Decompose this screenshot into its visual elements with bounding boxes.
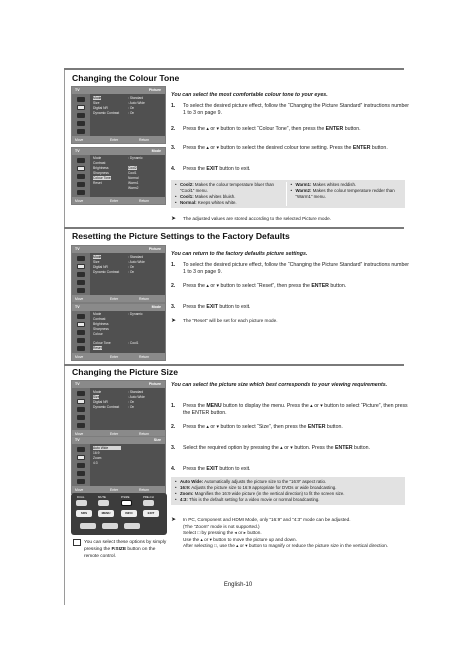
remote-label: P.SIZE bbox=[121, 495, 130, 499]
move-hint: Move bbox=[75, 137, 84, 142]
step-1: 1. To select the desired picture effect, follow the “Changing the Picture Standard” instructions number 1 to 3 on page 9. bbox=[171, 103, 409, 117]
menu-value: : Dynamic bbox=[128, 156, 143, 160]
channel-icon bbox=[77, 280, 85, 285]
menu-footer bbox=[72, 197, 165, 204]
step-2: 2. Press the ▴ or ▾ button to select “Size”, then press the ENTER button. bbox=[171, 424, 343, 430]
move-hint: Move bbox=[75, 198, 84, 203]
section-intro: You can select the picture size which best corresponds to your viewing requirements. bbox=[171, 382, 388, 388]
option-item: • Zoom: Magnifies the 16:9 wide picture (in the vertical direction) to fit the screen size. bbox=[175, 491, 401, 497]
menu-footer bbox=[72, 295, 165, 302]
menu-icon-bar bbox=[72, 253, 90, 295]
menu-item: Colour bbox=[93, 332, 103, 336]
note-icon bbox=[73, 539, 81, 546]
picture-icon bbox=[77, 264, 85, 269]
menu-item: 16:9 bbox=[93, 451, 100, 455]
picture-menu-screen bbox=[71, 380, 166, 438]
menu-item: Mode bbox=[93, 255, 102, 259]
picture-icon bbox=[77, 105, 85, 110]
section-intro: You can return to the factory defaults picture settings. bbox=[171, 251, 308, 257]
picture-icon bbox=[77, 399, 85, 404]
menu-item: Auto Wide bbox=[93, 446, 121, 450]
menu-footer bbox=[72, 136, 165, 143]
size-menu-screen bbox=[71, 436, 166, 494]
menu-item: Colour Tone bbox=[93, 341, 111, 345]
mode-menu-screen bbox=[71, 147, 166, 205]
sound-icon bbox=[77, 407, 85, 412]
sound-icon bbox=[77, 272, 85, 277]
menu-item: Mode bbox=[93, 390, 102, 394]
menu-item: Mode bbox=[93, 156, 102, 160]
menu-item: Reset bbox=[93, 346, 102, 350]
picture-menu-screen bbox=[71, 86, 166, 144]
remote-label: PRE-CH bbox=[143, 495, 154, 499]
size-options-box bbox=[171, 477, 405, 505]
tv-label: TV bbox=[75, 305, 80, 309]
colour-tone-option: Cool2 bbox=[128, 166, 137, 170]
menu-panel bbox=[90, 253, 165, 295]
enter-hint: Enter bbox=[110, 198, 119, 203]
picture-icon bbox=[77, 322, 85, 327]
input-icon bbox=[77, 158, 85, 163]
remote-control-illustration bbox=[71, 493, 167, 535]
section-rule bbox=[64, 364, 404, 366]
setup-icon bbox=[77, 346, 85, 351]
option-item: • 4:3: This is the default setting for a video movie or normal broadcasting. bbox=[175, 497, 401, 503]
srs-button: SRS bbox=[76, 510, 92, 517]
remote-label: MUTE bbox=[98, 495, 106, 499]
menu-title: Picture bbox=[148, 88, 161, 92]
menu-icon-bar bbox=[72, 94, 90, 136]
page-footer: English-10 bbox=[223, 582, 253, 588]
input-icon bbox=[77, 447, 85, 452]
step-1: 1. Press the MENU button to display the menu. Press the ▴ or ▾ button to select “Picture”, then press the ENTER button. bbox=[171, 403, 408, 417]
menu-panel bbox=[90, 388, 165, 430]
menu-item: Digital NR bbox=[93, 400, 108, 404]
picture-icon bbox=[77, 166, 85, 171]
menu-item: Digital NR bbox=[93, 265, 108, 269]
menu-item: Reset bbox=[93, 181, 102, 185]
tv-label: TV bbox=[75, 382, 80, 386]
menu-button: MENU bbox=[98, 510, 114, 517]
info-button: INFO bbox=[121, 510, 137, 517]
menu-value: : Auto Wide bbox=[128, 260, 145, 264]
menu-footer bbox=[72, 486, 165, 493]
return-hint: Return bbox=[139, 354, 150, 359]
psize-tip: You can select these options by simply pressing the P.SIZE button on the remote control. bbox=[84, 540, 167, 559]
input-icon bbox=[77, 391, 85, 396]
option-item: • Warm1: Makes whites reddish. bbox=[291, 182, 402, 188]
menu-title: Mode bbox=[151, 305, 161, 309]
input-icon bbox=[77, 314, 85, 319]
section-title-picture-size: Changing the Picture Size bbox=[72, 367, 179, 377]
menu-item: Dynamic Contrast bbox=[93, 111, 120, 115]
section-title-reset: Resetting the Picture Settings to the Factory Defaults bbox=[72, 231, 290, 241]
channel-icon bbox=[77, 471, 85, 476]
menu-item: Brightness bbox=[93, 166, 109, 170]
option-item: • Warm2: Makes the colour temperature redder than “Warm1” menu. bbox=[291, 188, 402, 200]
menu-value: : Standard bbox=[128, 390, 144, 394]
menu-value: : On bbox=[128, 270, 135, 274]
menu-value: : Auto Wide bbox=[128, 395, 145, 399]
menu-icon-bar bbox=[72, 388, 90, 430]
sound-icon bbox=[77, 174, 85, 179]
section-intro: You can select the most comfortable colour tone to your eyes. bbox=[171, 92, 328, 98]
dual-button bbox=[76, 500, 87, 506]
move-hint: Move bbox=[75, 354, 84, 359]
option-item: • 16:9: Adjusts the picture size to 16:9 appropriate for DVDs or wide broadcasting. bbox=[175, 485, 401, 491]
menu-item: Digital NR bbox=[93, 106, 108, 110]
menu-item: Size bbox=[93, 395, 100, 399]
menu-footer bbox=[72, 353, 165, 360]
enter-hint: Enter bbox=[110, 431, 119, 436]
section-note: ➤ The adjusted values are stored according to the selected Picture mode. bbox=[171, 215, 332, 222]
menu-item: Size bbox=[93, 260, 100, 264]
enter-hint: Enter bbox=[110, 137, 119, 142]
menu-value: : Standard bbox=[128, 255, 144, 259]
channel-icon bbox=[77, 338, 85, 343]
channel-icon bbox=[77, 182, 85, 187]
menu-item: Brightness bbox=[93, 322, 109, 326]
colour-tone-options-box bbox=[171, 180, 405, 208]
remote-button bbox=[80, 523, 96, 529]
menu-item: Contrast bbox=[93, 317, 106, 321]
section-rule bbox=[64, 68, 404, 70]
menu-title: Mode bbox=[151, 149, 161, 153]
enter-hint: Enter bbox=[110, 296, 119, 301]
step-2: 2. Press the ▴ or ▾ button to select “Reset”, then press the ENTER button. bbox=[171, 283, 347, 289]
mode-menu-screen bbox=[71, 303, 166, 361]
remote-button bbox=[124, 523, 140, 529]
menu-panel bbox=[90, 155, 165, 197]
step-3: 3. Press the EXIT button to exit. bbox=[171, 304, 251, 310]
colour-tone-option: Warm1 bbox=[128, 181, 139, 185]
step-4: 4. Press the EXIT button to exit. bbox=[171, 166, 251, 172]
input-icon bbox=[77, 97, 85, 102]
option-item: • Cool2: Makes the colour temperature bluer than “Cool1” menu. bbox=[175, 182, 286, 194]
setup-icon bbox=[77, 129, 85, 134]
menu-value: : On bbox=[128, 106, 135, 110]
prech-button bbox=[143, 500, 154, 506]
step-3: 3. Select the required option by pressing the ▴ or ▾ button. Press the ENTER button. bbox=[171, 445, 370, 451]
move-hint: Move bbox=[75, 487, 84, 492]
left-margin-rule bbox=[64, 68, 65, 605]
picture-icon bbox=[77, 455, 85, 460]
step-4: 4. Press the EXIT button to exit. bbox=[171, 466, 251, 472]
menu-value: : Auto Wide bbox=[128, 101, 145, 105]
menu-value: : On bbox=[128, 400, 135, 404]
tv-label: TV bbox=[75, 247, 80, 251]
setup-icon bbox=[77, 423, 85, 428]
step-2: 2. Press the ▴ or ▾ button to select “Colour Tone”, then press the ENTER button. bbox=[171, 126, 361, 132]
section-note: ➤ In PC, Component and HDMI Mode, only “16:9” and “4:3” mode can be adjusted. (The “Zoom” mode is not supported.) Select □ by pressing the ◂ or ▸ button. Use the ▴ or ▾ button to move the picture up and down. After selecting □, use the ▴ or ▾ button to magnify or reduce the picture size in the vertical direction. bbox=[171, 516, 389, 549]
sound-icon bbox=[77, 113, 85, 118]
setup-icon bbox=[77, 479, 85, 484]
menu-item: Sharpness bbox=[93, 327, 109, 331]
psize-button bbox=[121, 500, 132, 506]
menu-item: Contrast bbox=[93, 161, 106, 165]
menu-title: Picture bbox=[148, 247, 161, 251]
menu-panel bbox=[90, 311, 165, 353]
section-rule bbox=[64, 227, 404, 229]
menu-item: Size bbox=[93, 101, 100, 105]
colour-tone-option: Warm2 bbox=[128, 186, 139, 190]
menu-title: Size bbox=[153, 438, 161, 442]
menu-item: Mode bbox=[93, 96, 102, 100]
sound-icon bbox=[77, 330, 85, 335]
menu-item: Colour Tone bbox=[93, 176, 111, 180]
menu-icon-bar bbox=[72, 155, 90, 197]
menu-item: 4:3 bbox=[93, 461, 98, 465]
menu-value: : Dynamic bbox=[128, 312, 143, 316]
return-hint: Return bbox=[139, 431, 150, 436]
channel-icon bbox=[77, 415, 85, 420]
remote-label: DUAL bbox=[77, 495, 85, 499]
section-note: ➤ The “Reset” will be set for each picture mode. bbox=[171, 317, 278, 324]
move-hint: Move bbox=[75, 431, 84, 436]
menu-panel bbox=[90, 94, 165, 136]
section-title-colour-tone: Changing the Colour Tone bbox=[72, 73, 180, 83]
menu-value: : Cool1 bbox=[128, 341, 139, 345]
input-icon bbox=[77, 256, 85, 261]
option-item: • Auto Wide: Automatically adjusts the picture size to the “16:9” aspect ratio. bbox=[175, 479, 401, 485]
picture-menu-screen bbox=[71, 245, 166, 303]
tv-label: TV bbox=[75, 438, 80, 442]
enter-hint: Enter bbox=[110, 487, 119, 492]
menu-value: : On bbox=[128, 265, 135, 269]
menu-item: Zoom bbox=[93, 456, 102, 460]
colour-tone-option: Cool1 bbox=[128, 171, 137, 175]
menu-value: : On bbox=[128, 405, 135, 409]
menu-icon-bar bbox=[72, 444, 90, 486]
mute-button bbox=[98, 500, 109, 506]
channel-icon bbox=[77, 121, 85, 126]
menu-value: : On bbox=[128, 111, 135, 115]
setup-icon bbox=[77, 288, 85, 293]
option-item: • Cool1: Makes whites bluish. bbox=[175, 194, 286, 200]
menu-item: Dynamic Contrast bbox=[93, 270, 120, 274]
menu-value: : Standard bbox=[128, 96, 144, 100]
tv-label: TV bbox=[75, 149, 80, 153]
menu-icon-bar bbox=[72, 311, 90, 353]
setup-icon bbox=[77, 190, 85, 195]
exit-button: EXIT bbox=[143, 510, 159, 517]
step-1: 1. To select the desired picture effect, follow the “Changing the Picture Standard” instructions number 1 to 3 on page 9. bbox=[171, 262, 409, 276]
option-item: • Normal: Keeps whites white. bbox=[175, 200, 286, 206]
move-hint: Move bbox=[75, 296, 84, 301]
menu-item: Mode bbox=[93, 312, 102, 316]
remote-button bbox=[102, 523, 118, 529]
enter-hint: Enter bbox=[110, 354, 119, 359]
step-3: 3. Press the ▴ or ▾ button to select the desired colour tone setting. Press the ENTER button. bbox=[171, 145, 388, 151]
tv-label: TV bbox=[75, 88, 80, 92]
return-hint: Return bbox=[139, 198, 150, 203]
menu-item: Sharpness bbox=[93, 171, 109, 175]
colour-tone-option: Normal bbox=[128, 176, 139, 180]
sound-icon bbox=[77, 463, 85, 468]
menu-item: Dynamic Contrast bbox=[93, 405, 120, 409]
return-hint: Return bbox=[139, 296, 150, 301]
return-hint: Return bbox=[139, 487, 150, 492]
menu-title: Picture bbox=[148, 382, 161, 386]
menu-panel bbox=[90, 444, 165, 486]
return-hint: Return bbox=[139, 137, 150, 142]
